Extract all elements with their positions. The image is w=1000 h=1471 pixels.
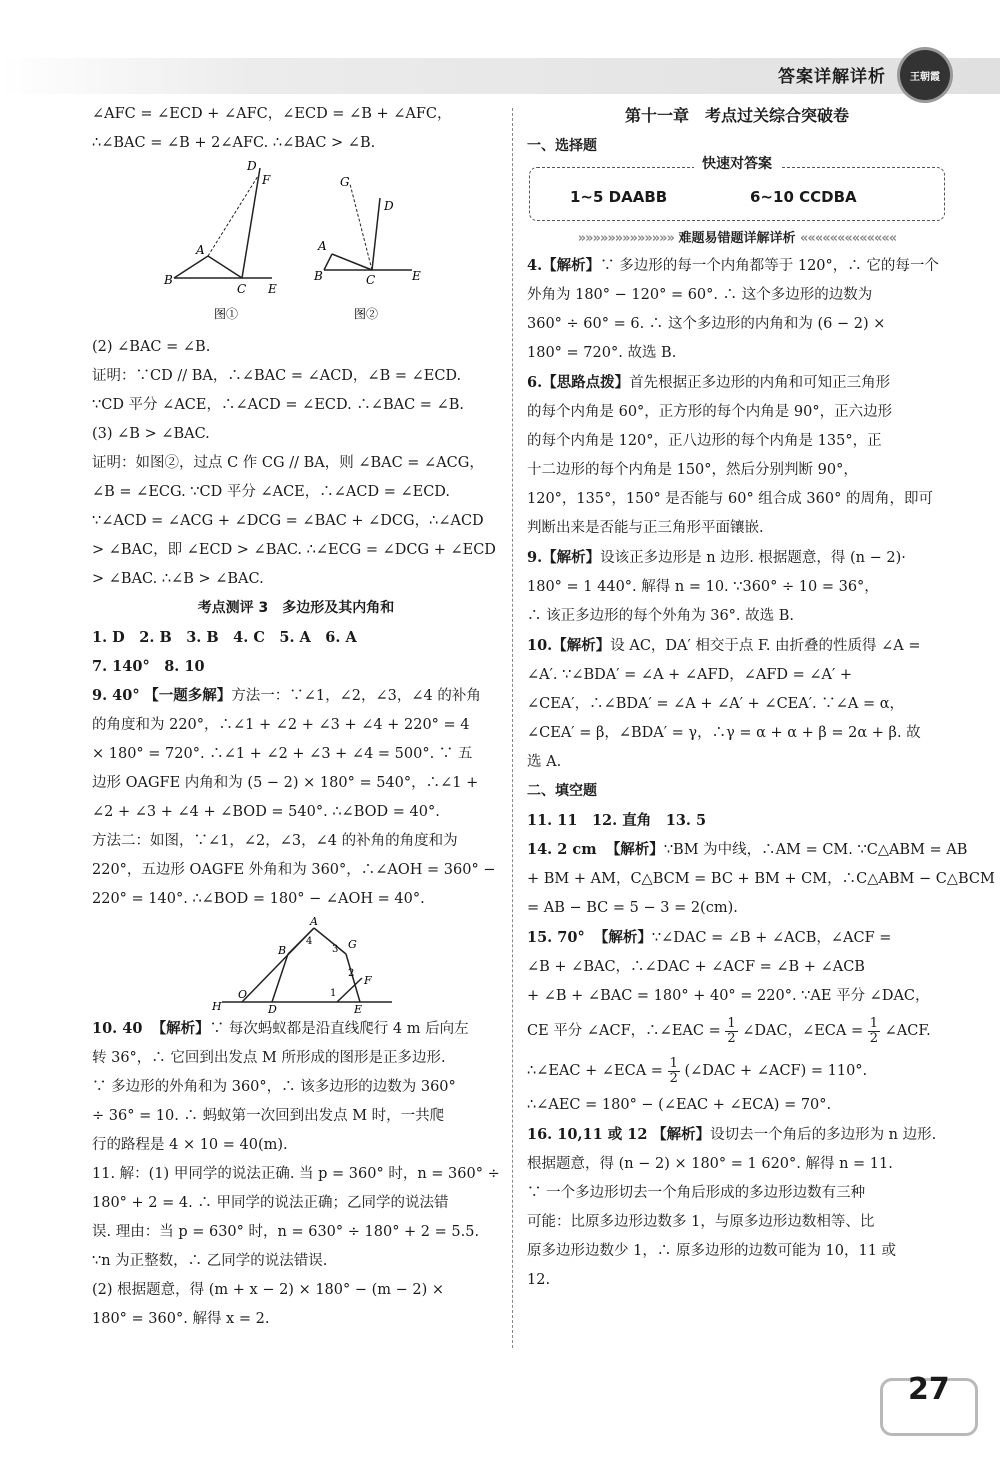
text-line: 判断出来是否能与正三角形平面镶嵌. (527, 520, 764, 536)
fig3-label: D (268, 1003, 277, 1014)
question-number: 14. 2 cm (527, 841, 597, 858)
text-line: ∵ 多边形的每一个内角都等于 120°，∴ 它的每一个 (600, 258, 939, 274)
tag-label: 【解析】 (542, 549, 601, 566)
section-stripe (527, 227, 947, 251)
fig3-label: A (310, 915, 318, 928)
figures-1-2 (92, 158, 500, 333)
fig3-label: 4 (306, 936, 313, 947)
text-line: 边形 OAGFE 内角和为 (5 − 2) × 180° = 540°，∴∠1 + (92, 775, 479, 791)
quick-answer: 1~5 DAABB (570, 188, 668, 206)
fig1-label: D (247, 159, 257, 173)
text-line: 首先根据正多边形的内角和可知正三角形 (629, 375, 891, 391)
text-line: ∠B + ∠BAC，∴∠DAC + ∠ACF = ∠B + ∠ACB (527, 959, 865, 975)
text-line: 的角度和为 220°，∴∠1 + ∠2 + ∠3 + ∠4 + 220° = 4 (92, 717, 470, 733)
text-line: ∴ 该正多边形的每个外角为 36°. 故选 B. (527, 608, 795, 624)
fig1-label: F (262, 173, 271, 187)
answer-line: 11. 11 12. 直角 13. 5 (527, 812, 707, 829)
text-line: ∵∠DAC = ∠B + ∠ACB，∠ACF = (651, 930, 892, 946)
numerator: 1 (669, 1055, 678, 1071)
fig2-label: G (340, 175, 350, 189)
text-line: ∠2 + ∠3 + ∠4 + ∠BOD = 540°. ∴∠BOD = 40°. (92, 804, 440, 820)
text-line: 12. (527, 1272, 551, 1288)
fig3-label: H (212, 1000, 222, 1013)
tag-label: 【解析】 (605, 841, 664, 858)
text-line: ∵ 一个多边形切去一个角后形成的多边形边数有三种 (527, 1185, 866, 1201)
column-divider (512, 108, 513, 1348)
fig2-label: A (318, 239, 327, 253)
text-line: + ∠B + ∠BAC = 180° + 40° = 220°. ∵AE 平分 ∠DAC， (527, 988, 930, 1004)
text-line: 可能：比原多边形边数多 1，与原多边形边数相等、比 (527, 1214, 875, 1230)
question-number: 6. (527, 374, 543, 391)
fraction-half (668, 1057, 680, 1086)
answer-line: 7. 140° 8. 10 (92, 658, 205, 675)
tag-label: 【一题多解】 (144, 687, 232, 704)
question-number: 9. 40° (92, 687, 140, 704)
text-line: 根据题意，得 (n − 2) × 180° = 1 620°. 解得 n = 11. (527, 1156, 893, 1172)
tag-label: 【解析】 (652, 1126, 711, 1143)
text-line: × 180° = 720°. ∴∠1 + ∠2 + ∠3 + ∠4 = 500°. ∵ 五 (92, 746, 473, 762)
text-line: (3) ∠B > ∠BAC. (92, 426, 210, 442)
left-column (92, 100, 500, 1334)
tag-label: 【思路点拨】 (542, 374, 630, 391)
text-segment: ∠ACF. (884, 1023, 931, 1039)
header-title: 答案详解详析 (778, 67, 886, 87)
text-line: ∵ 每次蚂蚁都是沿直线爬行 4 m 后向左 (209, 1021, 469, 1037)
text-line: 180° = 360°. 解得 x = 2. (92, 1311, 270, 1327)
chevron-decoration-icon: »»»»»»»»»»»»» (577, 231, 674, 246)
fraction-line (527, 1011, 947, 1051)
fraction-half (725, 1017, 737, 1046)
text-line: ∠CEA′，∴∠BDA′ = ∠A + ∠A′ + ∠CEA′. ∵∠A = α， (527, 696, 905, 712)
text-line: 的每个内角是 120°，正八边形的每个内角是 135°，正 (527, 433, 882, 449)
fig3-label: G (348, 938, 357, 951)
text-line: 设该正多边形是 n 边形. 根据题意，得 (n − 2)· (600, 550, 906, 566)
denominator: 2 (727, 1030, 736, 1046)
fig2-label: B (314, 269, 323, 283)
text-line: 十二边形的每个内角是 150°，然后分别判断 90°， (527, 462, 858, 478)
fig2-label: C (366, 273, 376, 287)
text-line: ∴∠BAC = ∠B + 2∠AFC. ∴∠BAC > ∠B. (92, 135, 376, 151)
fig1-label: E (268, 282, 277, 296)
denominator: 2 (669, 1070, 678, 1086)
fig3-label: E (354, 1003, 363, 1014)
text-line: > ∠BAC，即 ∠ECD > ∠BAC. ∴∠ECG = ∠DCG + ∠ECD (92, 542, 496, 558)
text-line: ∠B = ∠ECG. ∵CD 平分 ∠ACE，∴∠ACD = ∠ECD. (92, 484, 451, 500)
brand-logo: 王朝霞 (900, 50, 950, 100)
fig3-label: 1 (330, 988, 337, 999)
text-segment: ∴∠EAC + ∠ECA = (527, 1063, 663, 1079)
fig3-label: 3 (332, 944, 339, 955)
text-line: 180° + 2 = 4. ∴ 甲同学的说法正确；乙同学的说法错 (92, 1195, 449, 1211)
stripe-title: 难题易错题详解详析 (678, 231, 796, 246)
quick-answer: 6~10 CCDBA (750, 188, 857, 206)
text-line: 方法一：∵∠1，∠2，∠3，∠4 的补角 (231, 688, 481, 704)
tag-label: 【解析】 (552, 637, 611, 654)
right-column (527, 100, 995, 1295)
denominator: 2 (869, 1030, 879, 1046)
text-line: ∴∠AEC = 180° − (∠EAC + ∠ECA) = 70°. (527, 1097, 832, 1113)
section-heading: 一、选择题 (527, 138, 597, 154)
text-line: 360° ÷ 60° = 6. ∴ 这个多边形的内角和为 (6 − 2) × (527, 316, 886, 332)
text-line: ∵BM 为中线，∴AM = CM. ∵C△ABM = AB (663, 842, 968, 858)
numerator: 1 (727, 1015, 736, 1031)
text-line: 设 AC，DA′ 相交于点 F. 由折叠的性质得 ∠A = (610, 638, 921, 654)
chevron-decoration-icon: ««««««««««««« (800, 231, 897, 246)
question-number: 10. 40 (92, 1020, 143, 1037)
text-line: ∵ 多边形的外角和为 360°，∴ 该多边形的边数为 360° (92, 1079, 456, 1095)
text-line: ∠CEA′ = β，∠BDA′ = γ，∴γ = α + α + β = 2α + β. 故 (527, 725, 921, 741)
text-line: (2) 根据题意，得 (m + x − 2) × 180° − (m − 2) × (92, 1282, 445, 1298)
figure-3 (92, 914, 500, 1014)
question-number: 15. 70° (527, 929, 585, 946)
quick-answer-title: 快速对答案 (694, 156, 780, 172)
fig1-caption: 图① (214, 307, 239, 321)
text-line: 转 36°，∴ 它回到出发点 M 所形成的图形是正多边形. (92, 1050, 446, 1066)
text-segment: CE 平分 ∠ACF，∴∠EAC = (527, 1023, 721, 1039)
fig3-label: B (278, 944, 287, 957)
fraction-line (527, 1051, 947, 1091)
text-line: 180° = 720°. 故选 B. (527, 345, 677, 361)
question-number: 9. (527, 549, 543, 566)
text-line: ∠A′. ∵∠BDA′ = ∠A + ∠AFD，∠AFD = ∠A′ + (527, 667, 853, 683)
text-line: 证明：∵CD // BA，∴∠BAC = ∠ACD，∠B = ∠ECD. (92, 368, 462, 384)
fig2-label: E (412, 269, 421, 283)
text-line: ∠AFC = ∠ECD + ∠AFC，∠ECD = ∠B + ∠AFC， (92, 106, 452, 122)
text-line: 220°，五边形 OAGFE 外角和为 360°，∴∠AOH = 360° − (92, 862, 496, 878)
question-number: 16. 10,11 或 12 (527, 1126, 648, 1143)
section-heading: 二、填空题 (527, 783, 597, 799)
text-line: (2) ∠BAC = ∠B. (92, 339, 211, 355)
fig3-label: 2 (348, 968, 355, 979)
text-segment: (∠DAC + ∠ACF) = 110°. (684, 1063, 868, 1079)
tag-label: 【解析】 (542, 257, 601, 274)
text-line: 220° = 140°. ∴∠BOD = 180° − ∠AOH = 40°. (92, 891, 425, 907)
figure-2 (313, 175, 421, 321)
figure-1 (163, 159, 277, 321)
fig1-label: B (164, 273, 173, 287)
fig2-label: D (384, 199, 394, 213)
text-line: 180° = 1 440°. 解得 n = 10. ∵360° ÷ 10 = 36°， (527, 579, 879, 595)
tag-label: 【解析】 (593, 929, 652, 946)
answer-line: 1. D 2. B 3. B 4. C 5. A 6. A (92, 629, 357, 646)
fraction-half (868, 1017, 880, 1046)
text-line: 外角为 180° − 120° = 60°. ∴ 这个多边形的边数为 (527, 287, 873, 303)
text-line: 证明：如图②，过点 C 作 CG // BA，则 ∠BAC = ∠ACG， (92, 455, 484, 471)
text-segment: ∠DAC，∠ECA = (742, 1023, 864, 1039)
text-line: ÷ 36° = 10. ∴ 蚂蚁第一次回到出发点 M 时，一共爬 (92, 1108, 445, 1124)
text-line: = AB − BC = 5 − 3 = 2(cm). (527, 900, 738, 916)
quick-answer-box (529, 156, 945, 221)
text-line: 误. 理由：当 p = 630° 时，n = 630° ÷ 180° + 2 = 5.5. (92, 1224, 480, 1240)
text-line: > ∠BAC. ∴∠B > ∠BAC. (92, 571, 264, 587)
tag-label: 【解析】 (151, 1020, 210, 1037)
numerator: 1 (869, 1015, 879, 1031)
chapter-title: 第十一章 考点过关综合突破卷 (624, 106, 849, 125)
fig1-label: C (237, 282, 247, 296)
text-line: ∵CD 平分 ∠ACE，∴∠ACD = ∠ECD. ∴∠BAC = ∠B. (92, 397, 464, 413)
text-line: 原多边形边数少 1，∴ 原多边形的边数可能为 10，11 或 (527, 1243, 897, 1259)
fig2-caption: 图② (354, 307, 379, 321)
text-line: 的每个内角是 60°，正方形的每个内角是 90°，正六边形 (527, 404, 893, 420)
text-line: ∵∠ACD = ∠ACG + ∠DCG = ∠BAC + ∠DCG，∴∠ACD (92, 513, 484, 529)
text-line: 11. 解：(1) 甲同学的说法正确. 当 p = 360° 时，n = 360° ÷ (92, 1166, 500, 1182)
text-line: 选 A. (527, 754, 562, 770)
text-line: 行的路程是 4 × 10 = 40(m). (92, 1137, 288, 1153)
fig3-label: O (238, 988, 248, 1001)
text-line: 120°，135°，150° 是否能与 60° 组合成 360° 的周角，即可 (527, 491, 933, 507)
geometry-figures (92, 158, 500, 333)
question-number: 10. (527, 637, 553, 654)
section-title: 考点测评 3 多边形及其内角和 (197, 600, 395, 616)
text-line: 设切去一个角后的多边形为 n 边形. (710, 1127, 937, 1143)
text-line: + BM + AM，C△BCM = BC + BM + CM，∴C△ABM − C△BCM (527, 871, 995, 887)
question-number: 4. (527, 257, 543, 274)
fig3-label: F (364, 974, 372, 987)
text-line: ∵n 为正整数，∴ 乙同学的说法错误. (92, 1253, 328, 1269)
text-line: 方法二：如图，∵∠1，∠2，∠3，∠4 的补角的角度和为 (92, 833, 458, 849)
pentagon-figure (92, 914, 500, 1014)
page-number: 27 (908, 1372, 950, 1407)
fig1-label: A (196, 243, 205, 257)
